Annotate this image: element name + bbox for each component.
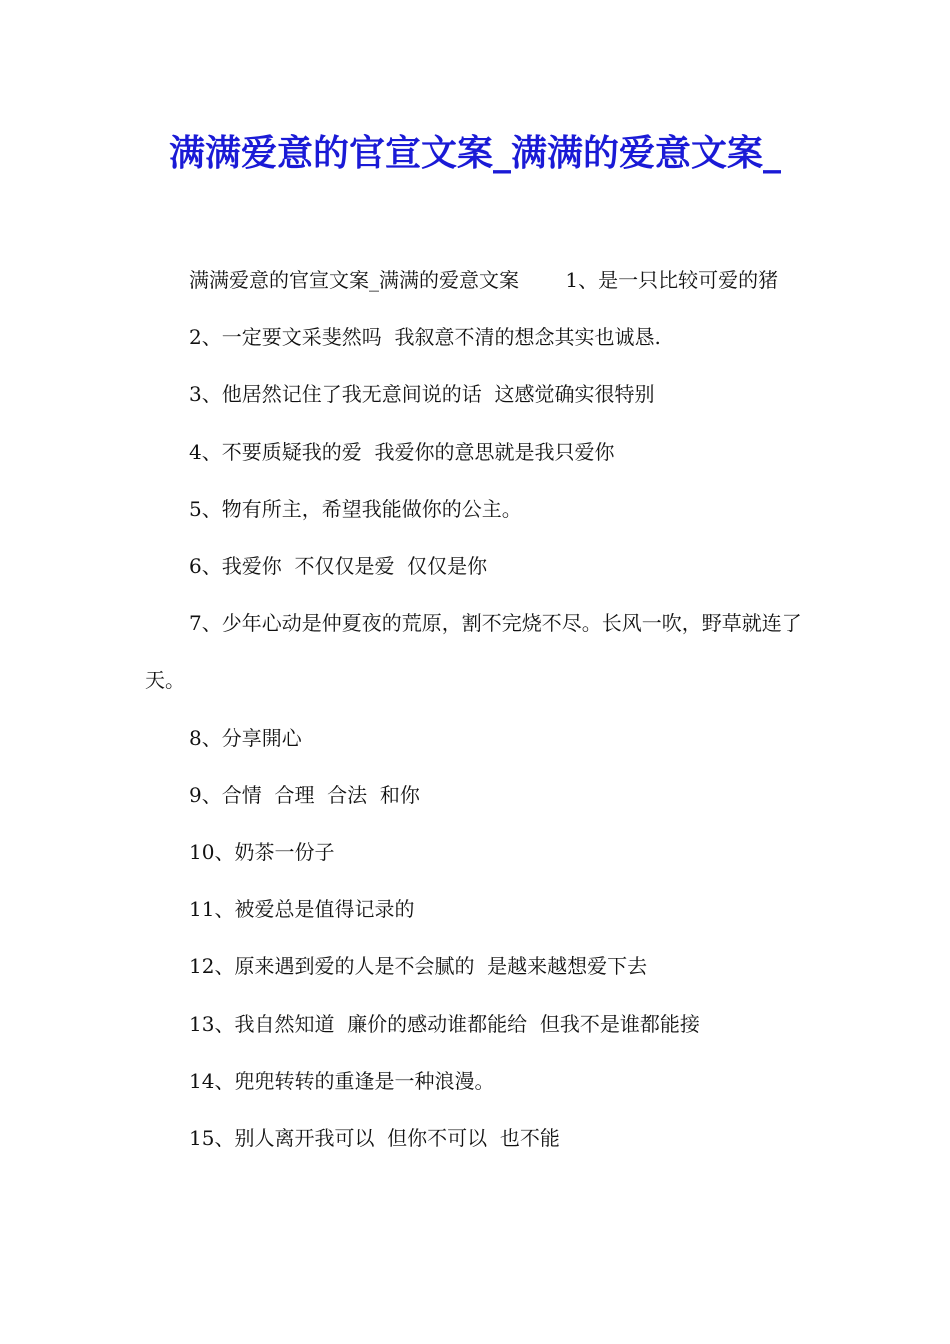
paragraph-item-8: 8、分享開心 xyxy=(189,725,302,750)
paragraph-item-7: 7、少年心动是仲夏夜的荒原，割不完烧不尽。长风一吹，野草就连了天。 xyxy=(145,611,802,693)
paragraph-item-15: 15、别人离开我可以 但你不可以 也不能 xyxy=(189,1126,560,1151)
paragraph-item-11: 11、被爱总是值得记录的 xyxy=(189,897,415,922)
paragraph-item-12: 12、原来遇到爱的人是不会腻的 是越来越想爱下去 xyxy=(189,954,648,979)
paragraph-item-5: 5、物有所主，希望我能做你的公主。 xyxy=(189,496,522,521)
paragraph-intro: 满满爱意的官宣文案_满满的爱意文案 1、是一只比较可爱的猪 xyxy=(189,268,779,292)
paragraph-item-2: 2、一定要文采斐然吗 我叙意不清的想念其实也诚恳. xyxy=(189,325,661,350)
document-title: 满满爱意的官宣文案_满满的爱意文案_ xyxy=(168,132,781,174)
paragraph-item-9: 9、合情 合理 合法 和你 xyxy=(189,782,420,807)
paragraph-item-14: 14、兜兜转转的重逢是一种浪漫。 xyxy=(189,1068,495,1093)
paragraph-item-4: 4、不要质疑我的爱 我爱你的意思就是我只爱你 xyxy=(189,439,615,464)
paragraph-item-13: 13、我自然知道 廉价的感动谁都能给 但我不是谁都能接 xyxy=(189,1011,700,1036)
document-body xyxy=(145,252,807,1167)
paragraph-item-10: 10、奶茶一份子 xyxy=(189,840,335,865)
paragraph-item-6: 6、我爱你 不仅仅是爱 仅仅是你 xyxy=(189,554,488,579)
paragraph-item-3: 3、他居然记住了我无意间说的话 这感觉确实很特别 xyxy=(189,382,655,407)
